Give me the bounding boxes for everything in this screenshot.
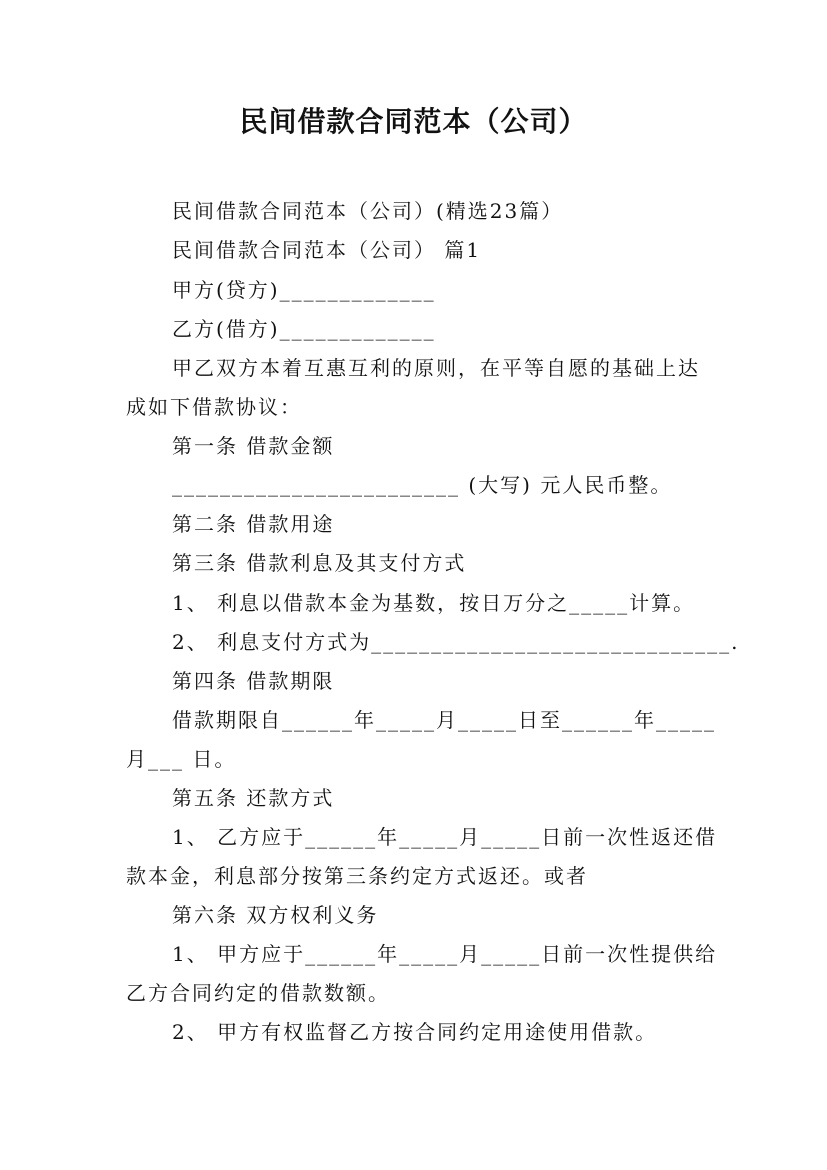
article-3-heading: 第三条 借款利息及其支付方式 [172, 551, 467, 575]
loan-term-line-2: 月___ 日。 [126, 747, 237, 771]
interest-payment-line: 2、 利息支付方式为______________________________. [172, 630, 740, 654]
repayment-line-1: 1、 乙方应于______年_____月_____日前一次性返还借 [172, 825, 718, 849]
repayment-line-2: 款本金，利息部分按第三条约定方式返还。或者 [126, 864, 588, 888]
document-title: 民间借款合同范本（公司） [239, 105, 588, 138]
article-5-heading: 第五条 还款方式 [172, 786, 335, 810]
party-b-line: 乙方(借方)_____________ [172, 317, 436, 341]
article-1-heading: 第一条 借款金额 [172, 434, 335, 458]
subtitle-line: 民间借款合同范本（公司）(精选23篇） [172, 199, 564, 223]
interest-rate-line: 1、 利息以借款本金为基数，按日万分之_____计算。 [172, 591, 696, 615]
loan-term-line-1: 借款期限自______年_____月_____日至______年_____ [172, 708, 716, 732]
obligation-1-line-1: 1、 甲方应于______年_____月_____日前一次性提供给 [172, 942, 718, 966]
article-6-heading: 第六条 双方权利义务 [172, 903, 379, 927]
obligation-2-line: 2、 甲方有权监督乙方按合同约定用途使用借款。 [172, 1020, 658, 1044]
loan-amount-line: ________________________ (大写) 元人民币整。 [172, 473, 673, 497]
article-2-heading: 第二条 借款用途 [172, 512, 335, 536]
article-4-heading: 第四条 借款期限 [172, 669, 335, 693]
preamble-line-2: 成如下借款协议： [126, 395, 302, 419]
preamble-line-1: 甲乙双方本着互惠互利的原则，在平等自愿的基础上达 [172, 356, 700, 380]
party-a-line: 甲方(贷方)_____________ [172, 278, 436, 302]
obligation-1-line-2: 乙方合同约定的借款数额。 [126, 981, 390, 1005]
section-heading: 民间借款合同范本（公司） 篇1 [172, 238, 482, 262]
